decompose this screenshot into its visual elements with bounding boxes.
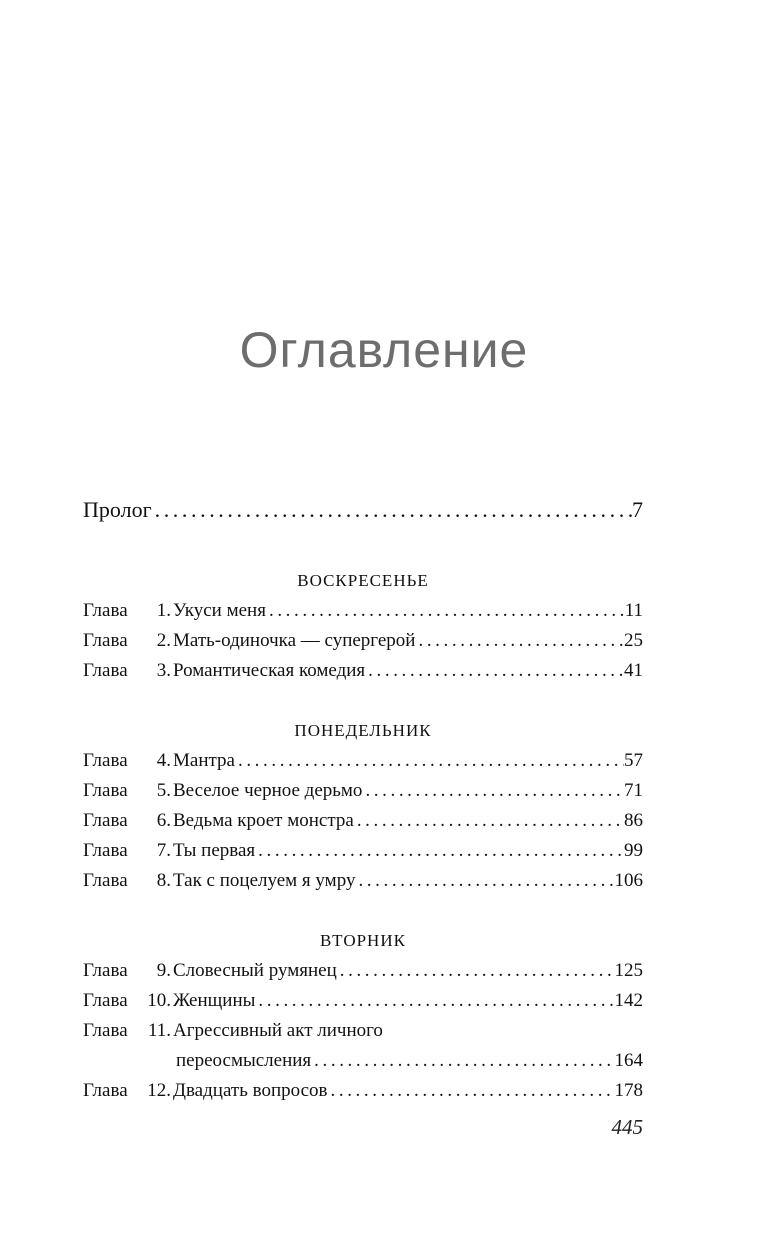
entry-page-number: 125: [614, 960, 643, 981]
chapter-number: 8.: [156, 870, 171, 891]
dot-leader: [152, 494, 632, 526]
toc-entry[interactable]: [83, 776, 643, 806]
dot-leader: [266, 596, 625, 626]
entry-title: Словесный румянец: [173, 960, 337, 981]
dot-leader: [255, 836, 624, 866]
chapter-word: Глава: [83, 1080, 128, 1101]
entry-page-number: 7: [632, 497, 643, 522]
chapter-word: Глава: [83, 780, 128, 801]
section-heading: ВОСКРЕСЕНЬЕ: [297, 571, 429, 590]
entry-title: Пролог: [83, 497, 152, 522]
dot-leader: [355, 866, 614, 896]
dot-leader: [311, 1046, 614, 1076]
chapter-word: Глава: [83, 840, 128, 861]
entry-title: Так с поцелуем я умру: [173, 870, 356, 891]
dot-leader: [328, 1076, 615, 1106]
chapter-number: 7.: [156, 840, 171, 861]
entry-title: Веселое черное дерьмо: [173, 780, 363, 801]
chapter-word: Глава: [83, 870, 128, 891]
chapter-word: Глава: [83, 810, 128, 831]
chapter-number: 1.: [156, 600, 171, 621]
entry-page-number: 178: [614, 1080, 643, 1101]
toc-entry[interactable]: [83, 656, 643, 686]
toc-entry[interactable]: [83, 596, 643, 626]
entry-page-number: 106: [614, 870, 643, 891]
toc-entry[interactable]: [83, 626, 643, 656]
entry-title: Двадцать вопросов: [173, 1080, 328, 1101]
page-number-folio: 445: [611, 1115, 643, 1139]
entry-page-number: 41: [624, 660, 643, 681]
toc-entry[interactable]: [83, 746, 643, 776]
toc-entry-prolog[interactable]: [83, 494, 643, 526]
toc-entry[interactable]: [83, 1076, 643, 1106]
chapter-word: Глава: [83, 750, 128, 771]
entry-page-number: 25: [624, 630, 643, 651]
entry-page-number: 71: [624, 780, 643, 801]
chapter-number: 5.: [156, 780, 171, 801]
entry-title: Мать-одиночка — супергерой: [173, 630, 416, 651]
section-heading: ВТОРНИК: [320, 931, 406, 950]
chapter-word: Глава: [83, 1020, 128, 1041]
entry-page-number: 86: [624, 810, 643, 831]
chapter-number: 6.: [156, 810, 171, 831]
section-heading: ПОНЕДЕЛЬНИК: [294, 721, 432, 740]
entry-page-number: 57: [624, 750, 643, 771]
chapter-word: Глава: [83, 990, 128, 1011]
dot-leader: [235, 746, 624, 776]
toc-entry[interactable]: [83, 836, 643, 866]
entry-title: Мантра: [173, 750, 235, 771]
entry-title: Ты первая: [173, 840, 256, 861]
toc-entry[interactable]: [83, 986, 643, 1016]
toc-entry[interactable]: [83, 956, 643, 986]
entry-title: Ведьма кроет монстра: [173, 810, 354, 831]
chapter-word: Глава: [83, 660, 128, 681]
dot-leader: [255, 986, 614, 1016]
chapter-number: 12.: [147, 1080, 171, 1101]
entry-title: Романтическая комедия: [173, 660, 366, 681]
dot-leader: [337, 956, 615, 986]
entry-title: Женщины: [173, 990, 256, 1011]
dot-leader: [415, 626, 624, 656]
entry-title-continuation: переосмысления: [176, 1050, 312, 1071]
toc-entry-continuation[interactable]: [83, 1046, 643, 1076]
dot-leader: [365, 656, 624, 686]
entry-title: Агрессивный акт личного: [173, 1020, 383, 1041]
chapter-number: 11.: [147, 1020, 171, 1041]
chapter-number: 10.: [147, 990, 171, 1011]
dot-leader: [362, 776, 624, 806]
chapter-word: Глава: [83, 960, 128, 981]
toc-entry[interactable]: [83, 866, 643, 896]
chapter-word: Глава: [83, 630, 128, 651]
entry-page-number: 164: [614, 1050, 643, 1071]
entry-page-number: 142: [614, 990, 643, 1011]
toc-entry[interactable]: [83, 1016, 643, 1046]
entry-title: Укуси меня: [173, 600, 266, 621]
chapter-number: 4.: [156, 750, 171, 771]
chapter-number: 2.: [156, 630, 171, 651]
chapter-number: 3.: [156, 660, 171, 681]
chapter-number: 9.: [156, 960, 171, 981]
chapter-word: Глава: [83, 600, 128, 621]
dot-leader: [354, 806, 624, 836]
page-title: Оглавление: [239, 322, 529, 378]
entry-page-number: 99: [624, 840, 643, 861]
toc-entry[interactable]: [83, 806, 643, 836]
table-of-contents: [83, 494, 643, 1106]
entry-page-number: 11: [624, 600, 643, 621]
